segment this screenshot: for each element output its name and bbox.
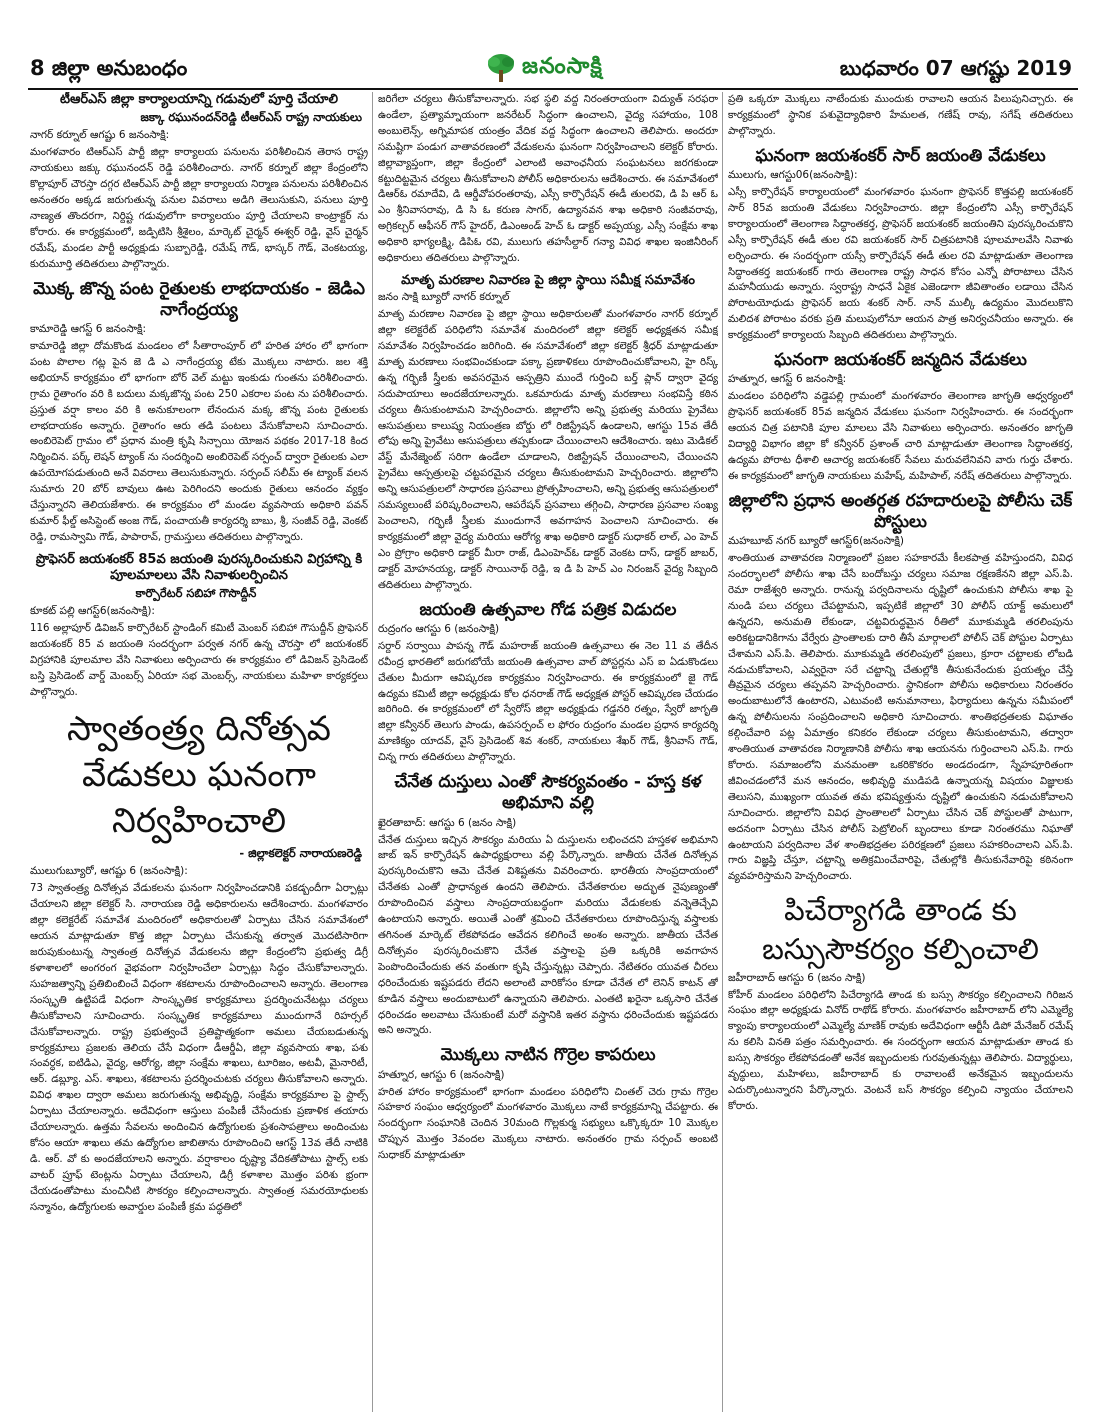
dateline: హత్నూర, ఆగస్ట్ 6 జనంసాక్షి: [728, 373, 847, 386]
headline: స్వాతంత్ర్య దినోత్సవ వేడుకలు ఘనంగా నిర్వహించాలి [67, 708, 331, 841]
headline: మొక్కలు నాటిన గొర్రెల కాపరులు [440, 1045, 656, 1066]
article-body: కోహీర్ మండలం పరిధిలోని పిచేర్యాగడి తాండ కు బస్సు సౌకర్యం కల్పించాలని గిరిజన సంఘం జిల్లా అధ్యక్షుడు వినోద్ రాథోడ్ కోరారు. మంగళవారం జహీరాబాద్ లోని ఎమ్మెల్యే క్యాంపు కార్యాలయంలో ఎమ్మెల్యే మాణిక్ రావుకు అదేవిధంగా ఆర్టీసీ డిపో మేనేజర్ రమేష్ ను కలిసి వినతి పత్రం సమర్పించారు. ఈ సందర్భంగా ఆయన మాట్లాడుతూ తాండ కు బస్సు సౌకర్యం లేకపోవడంతో అనేక ఇబ్బందులకు గురవుతున్నట్లు తెలిపారు. విద్యార్థులు, వృద్ధులు, మహిళలు, జహీరాబాద్ కు రావాలంటే అనేకమైన ఇబ్బందులను ఎదుర్కొంటున్నారని పేర్కొన్నారు. వెంటనే బస్ సౌకర్యం కల్పించి న్యాయం చేయాలని కోరారు. [728, 989, 1073, 1112]
column-divider [722, 92, 723, 1412]
article-body: కామారెడ్డి జిల్లా దోమకొండ మండలం లో సీతారాంపూర్ లో హరిత హారం లో భాగంగా పంట పొలాల గట్ల పైన జె డి ఎ నాగేంద్రయ్య టేకు మొక్కలు నాటారు. జల శక్తి అభియాన్ కార్యక్రమం లో భాగంగా బోర్ వెల్ మట్టు ఇంకుడు గుంతను పరిశీలించారు. గ్రామ రైతాంగం వరి కి బదులు మక్కజొన్న పంట 250 ఎకరాల పంట ను పరిశీలించారు. ప్రస్తుత వర్షా కాలం వరి కి అనుకూలంగా లేనందున మక్క జొన్న పంట రైతులకు లాభదాయకం అన్నారు. రైతాంగం ఆరు తడి పంటలు వేసుకోవాలని సూచించారు. అంబిరెపెట్ గ్రామం లో ప్రధాన మంత్రి కృషి సిన్చాయి యోజన పథకం 2017-18 కింద నిర్మించిన. పర్క్ లెషన్ ట్యాంక్ ను సందర్శించి అంబిరెపెట్ సర్పంచ్ ద్వారా రైతులకు ఎలా ఉపయోగపడుతుంది అనే వివరాలు తెలుసుకున్నారు. సర్పంచ్ సలీమ్ ఈ ట్యాంక్ వలన సుమారు 20 బోర్ బావులు ఊట పెరిగిందని అందుకు రైతులు ఆనందం వ్యక్తం చేస్తున్నారని తెలియజేశారు. ఈ కార్యక్రమం లో మండల వ్యవసాయ అధికారి పవన్ కుమార్ ఫీల్డ్ అసిస్టెంట్ అంజ గౌడ్, పంచాయతీ కార్యదర్శి బాబు, శ్రీ, సంజీవ్ రెడ్డి, వెంకట్ రెడ్డి, రామస్వామి గౌడ్, పాపారావ్, గ్రామస్తులు తదితరులు పాల్గొన్నారు. [30, 341, 368, 543]
headline: ఘనంగా జయశంకర్ జన్మదిన వేడుకలు [774, 350, 1027, 371]
issue-date: బుధవారం 07 ఆగష్టు 2019 [839, 56, 1072, 80]
dateline: జనం సాక్షి బ్యూరో నాగర్ కర్నూల్ [378, 291, 510, 304]
article-body: సర్దార్ సర్వాయి పాపన్న గౌడ్ మహరాజ్ జయంతి ఉత్సవాలు ఈ నెల 11 వ తేదీన రవీంద్ర భారతిలో జరుగబోయే జయంతి ఉత్సవాల వాల్ పోస్టర్లను ఎస్ ఐ ఏడుకొండలు చేతుల మీదుగా ఆవిష్కరణ కార్యక్రమం నిర్వహించారు. ఈ కార్యక్రమంలో జై గౌడ్ ఉద్యమ కమిటీ జిల్లా అధ్యక్షుడు కోల ధనరాజ్ గౌడ్ అధ్యక్షత పోస్టర్ ఆవిష్కరణ చేయడం జరిగింది. ఈ కార్యక్రమంలో లో స్వేరోస్ జిల్లా అధ్యక్షుడు గడ్డనరి రత్నం, స్వేరో జాగృతి జిల్లా కన్వీనర్ తెలుగు పాండు, ఉపసర్పంచ్ ల ఫోరం రుద్రంగం మండల ప్రధాన కార్యదర్శి మాణిక్యం యాదవ్, వైస్ ప్రెసిడెంట్ శివ శంకర్, నాయకులు శేఖర్ గౌడ్, శ్రీనివాస్ గౌడ్, చిన్న గారు తదితరులు పాల్గొన్నారు. [378, 640, 718, 764]
masthead [28, 50, 1078, 90]
headline: జిల్లాలోని ప్రధాన అంతర్గత రహదారులపై పోలీసు చెక్ పోస్టులు [728, 490, 1073, 532]
article-body: హరిత హారం కార్యక్రమంలో భాగంగా మండలం పరిధిలోని చింతల్ చెరు గ్రామ గొర్రెల సహకార సంఘం ఆధ్వర్యంలో మంగళవారం మొక్కలు నాటే కార్యక్రమాన్ని చేపట్టారు. ఈ సందర్భంగా సంఘానికి చెందిన 30మంది గొల్లకుర్మ సభ్యులు ఒక్కొక్కరూ 10 మొక్కల చొప్పున మొత్తం 3వందల మొక్కలు నాటారు. అనంతరం గ్రామ సర్పంచ్ అంబటి సుధాకర్ మాట్లాడుతూ [378, 1086, 718, 1162]
article-jayashankar-tribute [30, 552, 368, 701]
dateline: జహీరాబాద్ ఆగస్టు 6 (జనం సాక్షి) [728, 971, 866, 984]
article-police-checkposts [728, 491, 1073, 886]
headline: టీఆర్ఎస్ జిల్లా కార్యాలయాన్ని గడువులో పూర్తి చేయాలి [60, 92, 338, 107]
article-independence-day [30, 707, 368, 1216]
headline: మొక్క జొన్న పంట రైతులకు లాభదాయకం - జెడిఎ నాగేంద్రయ్య [33, 278, 365, 320]
dateline: నాగర్ కర్నూల్ ఆగష్టు 6 జనంసాక్షి: [30, 129, 170, 142]
article-body: మంగళవారం టిఆర్ఎస్ పార్టీ జిల్లా కార్యాలయ పనులను పరిశీలించిన తెరాస రాష్ట్ర నాయకులు జక్కు రఘునందన్ రెడ్డి పరిశీలించారు. నాగర్ కర్నూల్ జిల్లా కేంద్రంలోని కొల్లాపూర్ చౌరస్తా దగ్గర టిఆర్ఎస్ పార్టీ జిల్లా కార్యాలయ నిర్మాణ పనులను పరిశీలించిన అనంతరం అక్కడ జరుగుతున్న పనుల వివరాలు అడిగి తెలుసుకుని, పనులు పూర్తి నాణ్యత తొందరగా, నిర్దిష్ట గడువులోగా కార్యాలయం పూర్తి చేయాలని కాంట్రాక్టర్ ను కోరారు. ఈ కార్యక్రమంలో, జడ్పిటిసి శ్రీశైలం, మార్కెట్ చైర్మన్ ఈశ్వర్ రెడ్డి, వైస్ చైర్మన్ రమేష్, మండల పార్టీ అధ్యక్షుడు సుబ్బారెడ్డి, రమేష్ గౌడ్, భాస్కర్ గౌడ్, వెంకటయ్య, కురుమూర్తి తదితరులు పాల్గొన్నారు. [30, 147, 368, 270]
article-body: ప్రతి ఒక్కరూ మొక్కలు నాటేందుకు ముందుకు రావాలని ఆయన పిలుపునిచ్చారు. ఈ కార్యక్రమంలో స్థానిక పశువైద్యాధికారి హేమలత, గణేష్ రావు, సగేష్ తదితరులు పాల్గొన్నారు. [728, 94, 1073, 137]
column-1 [30, 92, 368, 1412]
article-jayashankar-birthday [728, 350, 1073, 485]
article-body: చేనేత దుస్తులు ఇచ్చిన సౌకర్యం మరియు ఏ దుస్తులను లభించదని హస్తకళ అభిమాని జాబ్ ఇన్ కార్పొరేషన్ ఉపాధ్యక్షురాలు వల్లి పేర్కొన్నారు. జాతీయ చేనేత దినోత్సవ పురస్కరించుకొని ఆమె చేనేత విశిష్టతను వివరించారు. భారతీయ సాంప్రదాయంలో చేనేతకు ఎంతో ప్రాధాన్యత ఉందని తెలిపారు. చేనేతకారుల అద్భుత నైపుణ్యంతో రూపొందించిన వస్త్రాలు సాంప్రదాయబద్ధంగా మరియు వేడుకలకు వన్నెతెచ్చేవి ఉంటాయని అన్నారు. అయితే ఎంతో శ్రమించి చేనేతకారులు రూపొందిస్తున్న వస్త్రాలకు తగినంత మార్కెట్ లేకపోవడం ఆవేదన కలిగించే అంశం అన్నారు. జాతీయ చేనేత దినోత్సవం పురస్కరించుకొని చేనేత వస్త్రాలపై ప్రతి ఒక్కరికి అవగాహన పెంపొందించేందుకు తన వంతుగా కృషి చేస్తున్నట్లు చెప్పారు. నేటితరం యువత చీరలు ధరించేందుకు ఇష్టపడరు లేదని అలాంటి వారికోసం కూడా చేనేత లో లెనిన్ కాటన్ తో కూడిన వస్త్రాలు అందుబాటులో ఉన్నాయని తెలిపారు. ఎంతటి ఖరైనా ఒక్కసారి చేనేత ధరించడం అలవాటు చేసుకుంటే మరో వస్త్రానికి ఇతర వస్త్రాను ధరించేందుకు ఇష్టపడరు అని అన్నారు. [378, 834, 718, 1037]
article-maternal-deaths [378, 273, 718, 594]
article-trs-office [30, 92, 368, 273]
article-body: జరిగేలా చర్యలు తీసుకోవాలన్నారు. సభ స్థలి వద్ద నిరంతరాయంగా విద్యుత్ సరఫరా ఉండేలా, ప్రత్యామ్నాయంగా జనరేటర్ సిద్ధంగా ఉంచాలని, వైద్య సహాయం, 108 అంబులెన్స్, అగ్నిమాపక యంత్రం వేదిక వద్ద సిద్ధంగా ఉంచాలని తెలిపారు. అందరూ సమష్టిగా పండుగ వాతావరణంలో వేడుకలను ఘనంగా నిర్వహించాలని కలెక్టర్ కోరారు. జిల్లావ్యాప్తంగా, జిల్లా కేంద్రంలో ఎలాంటి అవాంఛనీయ సంఘటనలు జరగకుండా కట్టుదిట్టమైన చర్యలు తీసుకోవాలని పోలీస్ అధికారులను ఆదేశించారు. ఈ సమావేశంలో డిఆర్ఓ రమాదేవి, డి ఆర్డీవోపరంతరావు, ఎస్సీ కార్పొరేషన్ ఈడీ తులరవి, డి పి ఆర్ ఓ ఎం శ్రీనివాసరావు, డి సి ఓ కరుణ సాగర్, ఉద్యానవన శాఖ అధికారి సంజీవరావు, అగ్రికల్చర్ ఆఫీసర్ గౌస్ హైదర్, డిఎంఅండ్ హెచ్ ఓ డాక్టర్ అప్పయ్య, ఎస్సీ సంక్షేమ శాఖ అధికారి భాగ్యలక్ష్మి, డిపిఓ రవి, ములుగు తహసీల్దార్ గన్యా వివిధ శాఖల ఇంజినీరింగ్ అధికారులు తదితరులు పాల్గొన్నారు. [378, 94, 718, 265]
headline: ఘనంగా జయశంకర్ సార్ జయంతి వేడుకలు [755, 145, 1046, 166]
article-handloom [378, 772, 718, 1039]
dateline: మహబూబ్ నగర్ బ్యూరో ఆగస్ట్6(జనంసాక్షి) [728, 535, 905, 548]
article-body: మాతృ మరణాల నివారణ పై జిల్లా స్థాయి అధికారులతో మంగళవారం నాగర్ కర్నూల్ జిల్లా కలెక్టరేట్ పరిధిలోని సమావేశ మందిరంలో జిల్లా కలెక్టర్ అధ్యక్షతన సమీక్ష సమావేశం నిర్వహించడం జరిగింది. ఈ సమావేశంలో జిల్లా కలెక్టర్ శ్రీధర్ మాట్లాడుతూ మాతృ మరణాలు సంభవించకుండా పక్కా ప్రణాళికలు రూపొందించుకోవాలని, హై రిస్క్ ఉన్న గర్భిణీ స్త్రీలకు అవసరమైన ఆస్పత్రిని ముందే గుర్తించి బర్త్ ప్లాన్ ద్వారా వైద్య సదుపాయాలు అందజేయాలన్నారు. ఒకమారుడు మాతృ మరణాలు సంభవిస్తే కఠిన చర్యలు తీసుకుంటామని హెచ్చరించారు. జిల్లాలోని అన్ని ప్రభుత్వ మరియు ప్రైవేటు ఆసుపత్రులు కాలుష్య నియంత్రణ బోర్డు లో రిజిస్ట్రేషన్ ఉండాలని, ఆగస్టు 15వ తేదీ లోపు అన్ని ప్రైవేటు ఆసుపత్రులు తప్పకుండా చేయించాలని ఆదేశించారు. ఇటు మెడికల్ వేస్ట్ మేనేజ్మెంట్ సరిగా ఉండేలా చూడాలని, రిజిస్ట్రేషన్ చేయించాలని, చేయించని ప్రైవేటు ఆస్పత్రులపై చట్టపరమైన చర్యలు తీసుకుంటామని హెచ్చరించారు. జిల్లాలోని అన్ని ఆసుపత్రులలో సాధారణ ప్రసవాలు ప్రోత్సహించాలని, అన్ని ప్రభుత్వ ఆసుపత్రులలో సమస్యలుంటే పరిష్కరించాలని, ఆపరేషన్ ప్రసవాలు తగ్గించి, సాధారణ ప్రసవాల సంఖ్య పెంచాలని, గర్భిణీ స్త్రీలకు ముందుగానే అవగాహన పెంచాలని సూచించారు. ఈ కార్యక్రమంలో జిల్లా వైద్య మరియు ఆరోగ్య శాఖ అధికారి డాక్టర్ సుధాకర్ లాల్, ఎం హెచ్ ఎం ప్రోగ్రాం అధికారి డాక్టర్ మీరా రాజ్, డిఎంహెచ్ఓ డాక్టర్ వెంకట దాస్, డాక్టర్ జాబర్, డాక్టర్ మోహనయ్య, డాక్టర్ సాయినాథ్ రెడ్డి, ఇ డి పి హెచ్ ఎం నిరంజన్ వైద్య సిబ్బంది తదితరులు పాల్గొన్నారు. [378, 309, 718, 591]
dateline: కూకట్ పల్లి ఆగస్ట్6(జనంసాక్షి): [30, 605, 155, 618]
article-body: ఎస్సీ కార్పొరేషన్ కార్యాలయంలో మంగళవారం ఘనంగా ప్రొఫెసర్ కొత్తపల్లి జయశంకర్ సార్ 85వ జయంతి వేడుకలు నిర్వహించారు. జిల్లా కేంద్రంలోని ఎస్సీ కార్పొరేషన్ కార్యాలయంలో తెలంగాణ సిద్ధాంతకర్త, ప్రొఫెసర్ జయశంకర్ జయంతిని పురస్కరించుకొని ఎస్సీ కార్పొరేషన్ ఈడీ తుల రవి జయశంకర్ సార్ చిత్రపటానికి పూలమాలవేసి నివాళు లర్పించారు. ఈ సందర్భంగా యస్సీ కార్పొరేషన్ ఈడీ తుల రవి మాట్లాడుతూ తెలంగాణ సిద్ధాంతకర్త జయశంకర్ గారు తెలంగాణ రాష్ట్ర సాధన కోసం ఎన్నో పోరాటాలు చేసిన మహనీయుడు అన్నారు. స్వరాష్ట్ర సాధనే ఏకైక ఎజెండాగా జీవితాంతం లడాయి చేసిన పోరాటయోధుడు ప్రొఫెసర్ జయ శంకర్ సార్. నాన్ ముల్కీ ఉద్యమం మొదలుకొని మలిదశ పోరాటం వరకు ప్రతి మలుపులోనూ ఆయన పాత్ర అనిర్వచనీయం అన్నారు. ఈ కార్యక్రమంలో కార్యాలయ సిబ్బంది తదితరులు పాల్గొన్నారు. [728, 186, 1073, 342]
subheadline: జక్కా రఘునందన్‌రెడ్డి టీఆర్ఎస్ రాష్ట్ర నాయకులు [140, 110, 362, 125]
headline: చేనేత దుస్తులు ఎంతో సౌకర్యవంతం - హస్త కళ అభిమాని వల్లి [394, 772, 702, 814]
article-shepherds-plants [378, 1045, 718, 1164]
article-bus-facility [728, 891, 1073, 1115]
article-body: 73 స్వాతంత్ర్య దినోత్సవ వేడుకలను ఘనంగా నిర్వహించడానికి పకడ్బందీగా ఏర్పాట్లు చేయాలని జిల్లా కలెక్టర్ సి. నారాయణ రెడ్డి అధికారులను ఆదేశించారు. మంగళవారం జిల్లా కలెక్టరేట్ సమావేశ మందిరంలో అధికారులతో ఏర్పాటు చేసిన సమావేశంలో ఆయన మాట్లాడుతూ కొత్త జిల్లా ఏర్పాటు చేసుకున్న తర్వాత మొదటిసారిగా జరుపుకుంటున్న స్వాతంత్ర దినోత్సవ వేడుకలను జిల్లా కేంద్రంలోని ప్రభుత్వ డిగ్రీ కళాశాలలో అంగరంగ వైభవంగా నిర్వహించేలా ఏర్పాట్లు సిద్ధం చేసుకోవాలన్నారు. సుహజత్వాన్ని ప్రతిబింబించే విధంగా శకటాలను రూపొందించాలని అన్నారు. తెలంగాణ సంస్కృతి ఉట్టిపడే విధంగా సాంస్కృతిక కార్యక్రమాలు ప్రదర్శించునేటట్లు చర్యలు తీసుకోవాలని సూచించారు. సంస్కృతిక కార్యక్రమాలు ముందుగానే రిహర్సల్ చేసుకోవాలన్నారు. రాష్ట్ర ప్రభుత్వంచే ప్రతిష్టాత్మకంగా అమలు చేయబడుతున్న కార్యక్రమాలు ప్రజలకు తెలియ చేసే విధంగా డీఆర్డీఏ, జిల్లా వ్యవసాయ శాఖ, పశు సంవర్ధక, ఐటిడిఎ, వైద్య, ఆరోగ్య, జిల్లా సంక్షేమ శాఖలు, టూరిజం, అటవీ, మైనారిటీ, ఆర్. డబ్ల్యూ. ఎస్. శాఖలు, శకటాలను ప్రదర్శించుటకు చర్యలు తీసుకోవాలని అన్నారు. వివిధ శాఖల ద్వారా అమలు జరుగుతున్న అభివృద్ధి, సంక్షేమ కార్యక్రమాల పై స్టాల్స్ ఏర్పాటు చేయాలన్నారు. అదేవిధంగా ఆస్తులు పంపిణీ చేసేందుకు ప్రణాళిక తయారు చేయాలన్నారు. ఉత్తమ సేవలను అందించిన ఉద్యోగులకు ప్రశంసాపత్రాలు అందించుట కోసం ఆయా శాఖలు తమ ఉద్యోగుల జాబితాను రూపొందించి ఆగస్ట్ 13వ తేదీ నాటికి డి. ఆర్. వో కు అందజేయాలని అన్నారు. వర్షాకాలం దృష్ట్యా వేదికతోపాటు స్టాల్స్ లకు వాటర్ ప్రూఫ్ టెంట్లను ఏర్పాటు చేయాలని, డిగ్రీ కళాశాల మొత్తం పరిశు భ్రంగా చేయడంతోపాటు మంచినీటి సౌకర్యం కల్పించాలన్నారు. స్వాతంత్ర సమరయోధులకు సన్మానం, ఉద్యోగులకు అవార్డుల పంపిణీ క్రమ పద్ధతిలో [30, 883, 368, 1213]
dateline: రుద్రంగం ఆగస్టు 6 (జనంసాక్షి) [378, 622, 500, 635]
article-jayanti-poster [378, 600, 718, 767]
article-body: మండలం పరిధిలోని వడ్డెపల్లి గ్రామంలో మంగళవారం తెలంగాణ జాగృతి ఆధ్వర్యంలో ప్రొఫెసర్ జయశంకర్ 85వ జన్మదిన వేడుకలు ఘనంగా నిర్వహించారు. ఈ సందర్భంగా ఆయన చిత్ర పటానికి పూల మాలలు వేసి నివాళులు అర్పించారు. అనంతరం జాగృతి విద్యార్థి విభాగం జిల్లా కో కన్వీనర్ ప్రశాంత్ చారి మాట్లాడుతూ తెలంగాణ సిద్ధాంతకర్త, ఉద్యమ పోరాట ధీశాలి ఆచార్య జయశంకర్ సేవలు మరువలేనివని వారు గుర్తు చేశారు. ఈ కార్యక్రమంలో జాగృతి నాయకులు మహేష్, మహిపాల్, నరేష్ తదితరులు పాల్గొన్నారు. [728, 391, 1073, 482]
article-body: 116 అల్లాపూర్ డివిజన్ కార్పొరేటర్ స్టాండింగ్ కమిటీ మెంబర్ సబిహా గౌసుద్దీన్ ప్రొఫెసర్ జయశంకర్ 85 వ జయంతి సందర్భంగా పర్వత నగర్ ఉన్న చౌరస్తా లో జయశంకర్ విగ్రహానికి పూలమాల వేసి నివాళులు అర్పించారు ఈ కార్యక్రమం లో డివిజన్ ప్రెసిడెంట్ బస్తి ప్రెసిడెంట్ వార్డ్ మెంబర్స్ ఏరియా సభ మెంబర్స్, నాయకులు మహిళా కార్యకర్తలు పాల్గొన్నారు. [30, 623, 368, 698]
dateline: కామారెడ్డి ఆగస్ట్ 6 జనంసాక్షి: [30, 323, 147, 335]
subheadline: - జిల్లాకలెక్టర్ నారాయణరెడ్డి [239, 846, 362, 861]
article-body: శాంతియుత వాతావరణ నిర్మాణంలో ప్రజల సహకారమే కీలకపాత్ర వహిస్తుందని, వివిధ సందర్భాలలో పోలీసు శాఖ చేసే బందోబస్తు చర్యలు సమాజ రక్షణకేనని జిల్లా ఎస్.పి. రెమా రాజేశ్వరి అన్నారు. రానున్న పర్వదినాలను దృష్టిలో ఉంచుకుని పోలీసు శాఖ పై నుండి పలు చర్యలు చేపట్టామని, ఇప్పటికే జిల్లాలో 30 పోలీస్ యాక్ట్ అమలులో ఉన్నదని, అనుమతి లేకుండా, చట్టవిరుద్ధమైన రీతిలో మూకుమ్మడి తరలింపును అరికట్టడానికిగాను వేర్వేరు ప్రాంతాలకు దారి తీసే మార్గాలలో పోలీస్ చెక్ పోస్టుల ఏర్పాటు చేశామని ఎస్.పి. తెలిపారు. మూకుమ్మడి తరలింపులో ప్రజలు, క్రూరా చట్టాలకు లోబడి నడుచుకోవాలని, ఎవ్వరైనా సరే చట్టాన్ని చేతుల్లోకి తీసుకునేందుకు ప్రయత్నం చేస్తే తీవ్రమైన చర్యలు తప్పవని హెచ్చరించారు. స్థానికంగా పోలీసు అధికారులు నిరంతరం అందుబాటులోనే ఉంటారని, ఎటువంటి అనుమానాలు, ఫిర్యాదులు ఉన్నను సమీపంలో ఉన్న పోలీసులను సంప్రదించాలని అధికారి సూచించారు. శాంతిభద్రతలకు విఘాతం కల్గించేవారి పట్ల ఏమాత్రం కనికరం లేకుండా చర్యలు తీసుకుంటామని, తద్వారా శాంతియుత వాతావరణ నిర్మాణానికి పోలీసు శాఖ ఆయనను గుర్తించాలని ఎస్.పి. గారు కోరారు. సమాజంలోని మనమంతా ఒకరికొకరం అండదండగా, స్నేహపూరితంగా జీవించడంలోనే మన ఆనందం, అభివృద్ధి ముడిపడి ఉన్నాయన్న విషయం విజ్ఞులకు తెలుసని, ముఖ్యంగా యువత తమ భవిష్యత్తును దృష్టిలో ఉంచుకుని నడుచుకోవాలని సూచించారు. జిల్లాలోని వివిధ ప్రాంతాలలో ఏర్పాటు చేసిన చెక్ పోస్టులతో పాటుగా, అదనంగా ఏర్పాటు చేసిన పోలీస్ పెట్రోలింగ్ బృందాలు కూడా నిరంతరము నిఘాతో ఉంటాయని పర్వదినాల వేళ శాంతిభద్రతల పరిరక్షణలో ప్రజలు సహకరించాలని ఎస్.పి. గారు విజ్ఞప్తి చేస్తూ, చట్టాన్ని అతిక్రమించేవారిపై, చేతుల్లోకి తీసుకునేవారిపై కఠినంగా వ్యవహరిస్తామని హెచ్చరించారు. [728, 553, 1073, 883]
column-3 [728, 92, 1073, 1412]
dateline: ములుగు, ఆగస్టు06(జనంసాక్షి): [728, 168, 858, 181]
headline: ప్రొఫెసర్ జయశంకర్ 85వ జయంతి పురస్కరించుకుని విగ్రహాన్ని కి పూలమాలలు వేసి నివాళులర్పించిన [35, 551, 363, 584]
article-jayashankar-celebration [728, 146, 1073, 344]
dateline: హత్నూర, ఆగస్టు 6 (జనంసాక్షి) [378, 1068, 505, 1081]
column-divider [372, 92, 373, 1412]
page-label: 8 జిల్లా అనుబంధం [30, 56, 188, 80]
subheadline: కార్పొరేటర్ సబిహా గౌసొద్దీన్ [135, 586, 257, 601]
dateline: ములుగుబ్యూరో, ఆగష్టు 6 (జనంసాక్షి): [30, 865, 188, 878]
article-continuation [728, 92, 1073, 140]
headline: మాతృ మరణాల నివారణ పై జిల్లా స్థాయి సమీక్ష సమావేశం [401, 272, 695, 288]
newspaper-logo [484, 50, 674, 86]
tree-logo-icon [484, 52, 518, 84]
article-continuation [378, 92, 718, 267]
column-2 [378, 92, 718, 1412]
dateline: ఖైరతాబాద్: ఆగస్టు 6 (జనం సాక్షి) [378, 816, 517, 829]
headline: జయంతి ఉత్సవాల గోడ పత్రిక విడుదల [419, 599, 677, 620]
logo-text: జనంసాక్షి [522, 54, 603, 79]
headline: పిచేర్యాగడి తాండ కు బస్సుసౌకర్యం కల్పించాలి [762, 893, 1039, 967]
article-maize-crop [30, 279, 368, 546]
